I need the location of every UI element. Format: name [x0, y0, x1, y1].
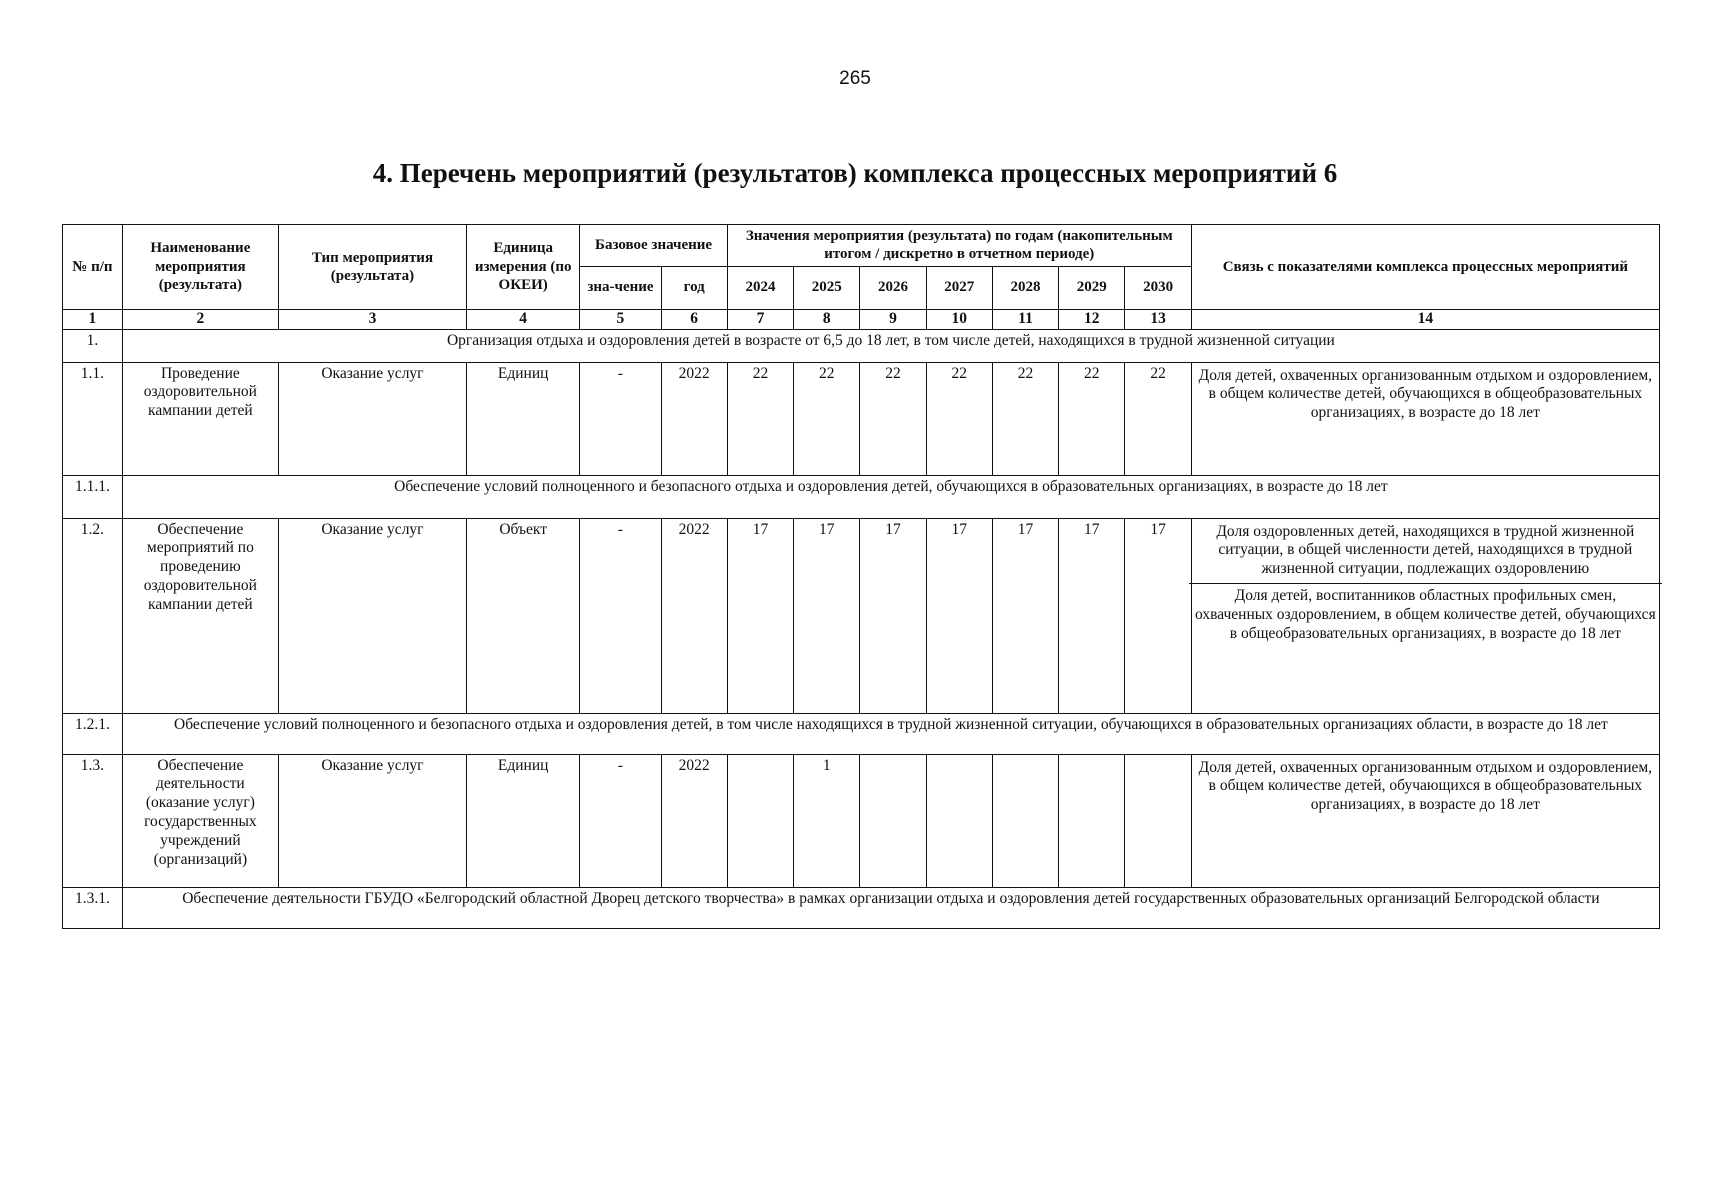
header-year: 2030	[1125, 266, 1191, 309]
column-number: 6	[661, 309, 727, 329]
measure-unit: Единиц	[467, 754, 580, 887]
year-value: 22	[794, 362, 860, 475]
year-value: 17	[794, 518, 860, 713]
year-value: 17	[992, 518, 1058, 713]
sub-row-text: Обеспечение условий полноценного и безопасного отдыха и оздоровления детей, в том числе находящихся в трудной жизненной ситуации, обучающихся в образовательных организациях области, в возрасте до 18 лет	[122, 713, 1659, 754]
indicator-link-text: Доля детей, воспитанников областных профильных смен, охваченных оздоровлением, в общем количестве детей, обучающихся в общеобразовательных организациях, в возрасте до 18 лет	[1189, 583, 1662, 646]
indicator-link	[1191, 754, 1659, 887]
column-number: 5	[580, 309, 661, 329]
base-value: -	[580, 754, 661, 887]
column-number: 3	[278, 309, 466, 329]
table-row	[63, 362, 1660, 475]
year-value	[1059, 754, 1125, 887]
measure-name: Обеспечение деятельности (оказание услуг) государственных учреждений (организаций)	[122, 754, 278, 887]
sub-row	[63, 713, 1660, 754]
column-number: 8	[794, 309, 860, 329]
measure-type: Оказание услуг	[278, 754, 466, 887]
measure-type: Оказание услуг	[278, 362, 466, 475]
header-link: Связь с показателями комплекса процессных мероприятий	[1191, 225, 1659, 310]
base-value: -	[580, 518, 661, 713]
year-value: 22	[1059, 362, 1125, 475]
year-value	[860, 754, 926, 887]
year-value	[992, 754, 1058, 887]
year-value: 17	[1125, 518, 1191, 713]
measure-name: Проведение оздоровительной кампании детей	[122, 362, 278, 475]
header-unit: Единица измерения (по ОКЕИ)	[467, 225, 580, 310]
indicator-link-text: Доля оздоровленных детей, находящихся в трудной жизненной ситуации, в общей численности детей, находящихся в трудной жизненной ситуации, подлежащих оздоровлению	[1216, 522, 1635, 578]
year-value: 17	[727, 518, 793, 713]
column-number: 7	[727, 309, 793, 329]
year-value	[727, 754, 793, 887]
header-year: 2025	[794, 266, 860, 309]
row-number: 1.2.	[63, 518, 123, 713]
year-value: 1	[794, 754, 860, 887]
table-row	[63, 754, 1660, 887]
column-number: 9	[860, 309, 926, 329]
column-number: 13	[1125, 309, 1191, 329]
indicator-link-text: Доля детей, охваченных организованным отдыхом и оздоровлением, в общем количестве детей, обучающихся в общеобразовательных организациях, в возрасте до 18 лет	[1198, 758, 1653, 814]
indicator-link-text: Доля детей, охваченных организованным отдыхом и оздоровлением, в общем количестве детей, обучающихся в общеобразовательных организациях, в возрасте до 18 лет	[1198, 366, 1653, 422]
header-year: 2029	[1059, 266, 1125, 309]
page-number: 265	[839, 68, 871, 89]
column-number: 11	[992, 309, 1058, 329]
base-year: 2022	[661, 518, 727, 713]
header-year: 2028	[992, 266, 1058, 309]
sub-row-number: 1.1.1.	[63, 475, 123, 518]
year-value: 17	[926, 518, 992, 713]
year-value: 22	[992, 362, 1058, 475]
column-number: 12	[1059, 309, 1125, 329]
column-number: 14	[1191, 309, 1659, 329]
header-base-value: зна-чение	[580, 266, 661, 309]
section-number: 1.	[63, 329, 123, 362]
sub-row-number: 1.2.1.	[63, 713, 123, 754]
column-numbers-row	[63, 309, 1660, 329]
base-value: -	[580, 362, 661, 475]
base-year: 2022	[661, 362, 727, 475]
sub-row-text: Обеспечение деятельности ГБУДО «Белгородский областной Дворец детского творчества» в рамках организации отдыха и оздоровления детей государственных образовательных организаций Белгородской области	[122, 887, 1659, 928]
header-year: 2024	[727, 266, 793, 309]
header-year: 2026	[860, 266, 926, 309]
measures-table	[62, 224, 1660, 929]
sub-row-number: 1.3.1.	[63, 887, 123, 928]
measure-name: Обеспечение мероприятий по проведению оздоровительной кампании детей	[122, 518, 278, 713]
document-title: 4. Перечень мероприятий (результатов) комплекса процессных мероприятий 6	[372, 158, 1338, 188]
indicator-link	[1191, 518, 1659, 713]
year-value	[1125, 754, 1191, 887]
header-type: Тип мероприятия (результата)	[278, 225, 466, 310]
row-number: 1.3.	[63, 754, 123, 887]
year-value: 22	[860, 362, 926, 475]
column-number: 4	[467, 309, 580, 329]
measure-type: Оказание услуг	[278, 518, 466, 713]
year-value: 17	[1059, 518, 1125, 713]
column-number: 2	[122, 309, 278, 329]
header-num: № п/п	[63, 225, 123, 310]
row-number: 1.1.	[63, 362, 123, 475]
section-title: Организация отдыха и оздоровления детей в возрасте от 6,5 до 18 лет, в том числе детей, находящихся в трудной жизненной ситуации	[122, 329, 1659, 362]
base-year: 2022	[661, 754, 727, 887]
year-value	[926, 754, 992, 887]
indicator-link	[1191, 362, 1659, 475]
sub-row	[63, 475, 1660, 518]
header-base-year: год	[661, 266, 727, 309]
year-value: 22	[727, 362, 793, 475]
section-row	[63, 329, 1660, 362]
sub-row-text: Обеспечение условий полноценного и безопасного отдыха и оздоровления детей, обучающихся в образовательных организациях, в возрасте до 18 лет	[122, 475, 1659, 518]
year-value: 17	[860, 518, 926, 713]
measure-unit: Единиц	[467, 362, 580, 475]
header-base: Базовое значение	[580, 225, 728, 267]
year-value: 22	[1125, 362, 1191, 475]
table-row	[63, 518, 1660, 713]
year-value: 22	[926, 362, 992, 475]
column-number: 1	[63, 309, 123, 329]
header-values: Значения мероприятия (результата) по годам (накопительным итогом / дискретно в отчетном периоде)	[727, 225, 1191, 267]
sub-row	[63, 887, 1660, 928]
header-name: Наименование мероприятия (результата)	[122, 225, 278, 310]
column-number: 10	[926, 309, 992, 329]
header-year: 2027	[926, 266, 992, 309]
measure-unit: Объект	[467, 518, 580, 713]
